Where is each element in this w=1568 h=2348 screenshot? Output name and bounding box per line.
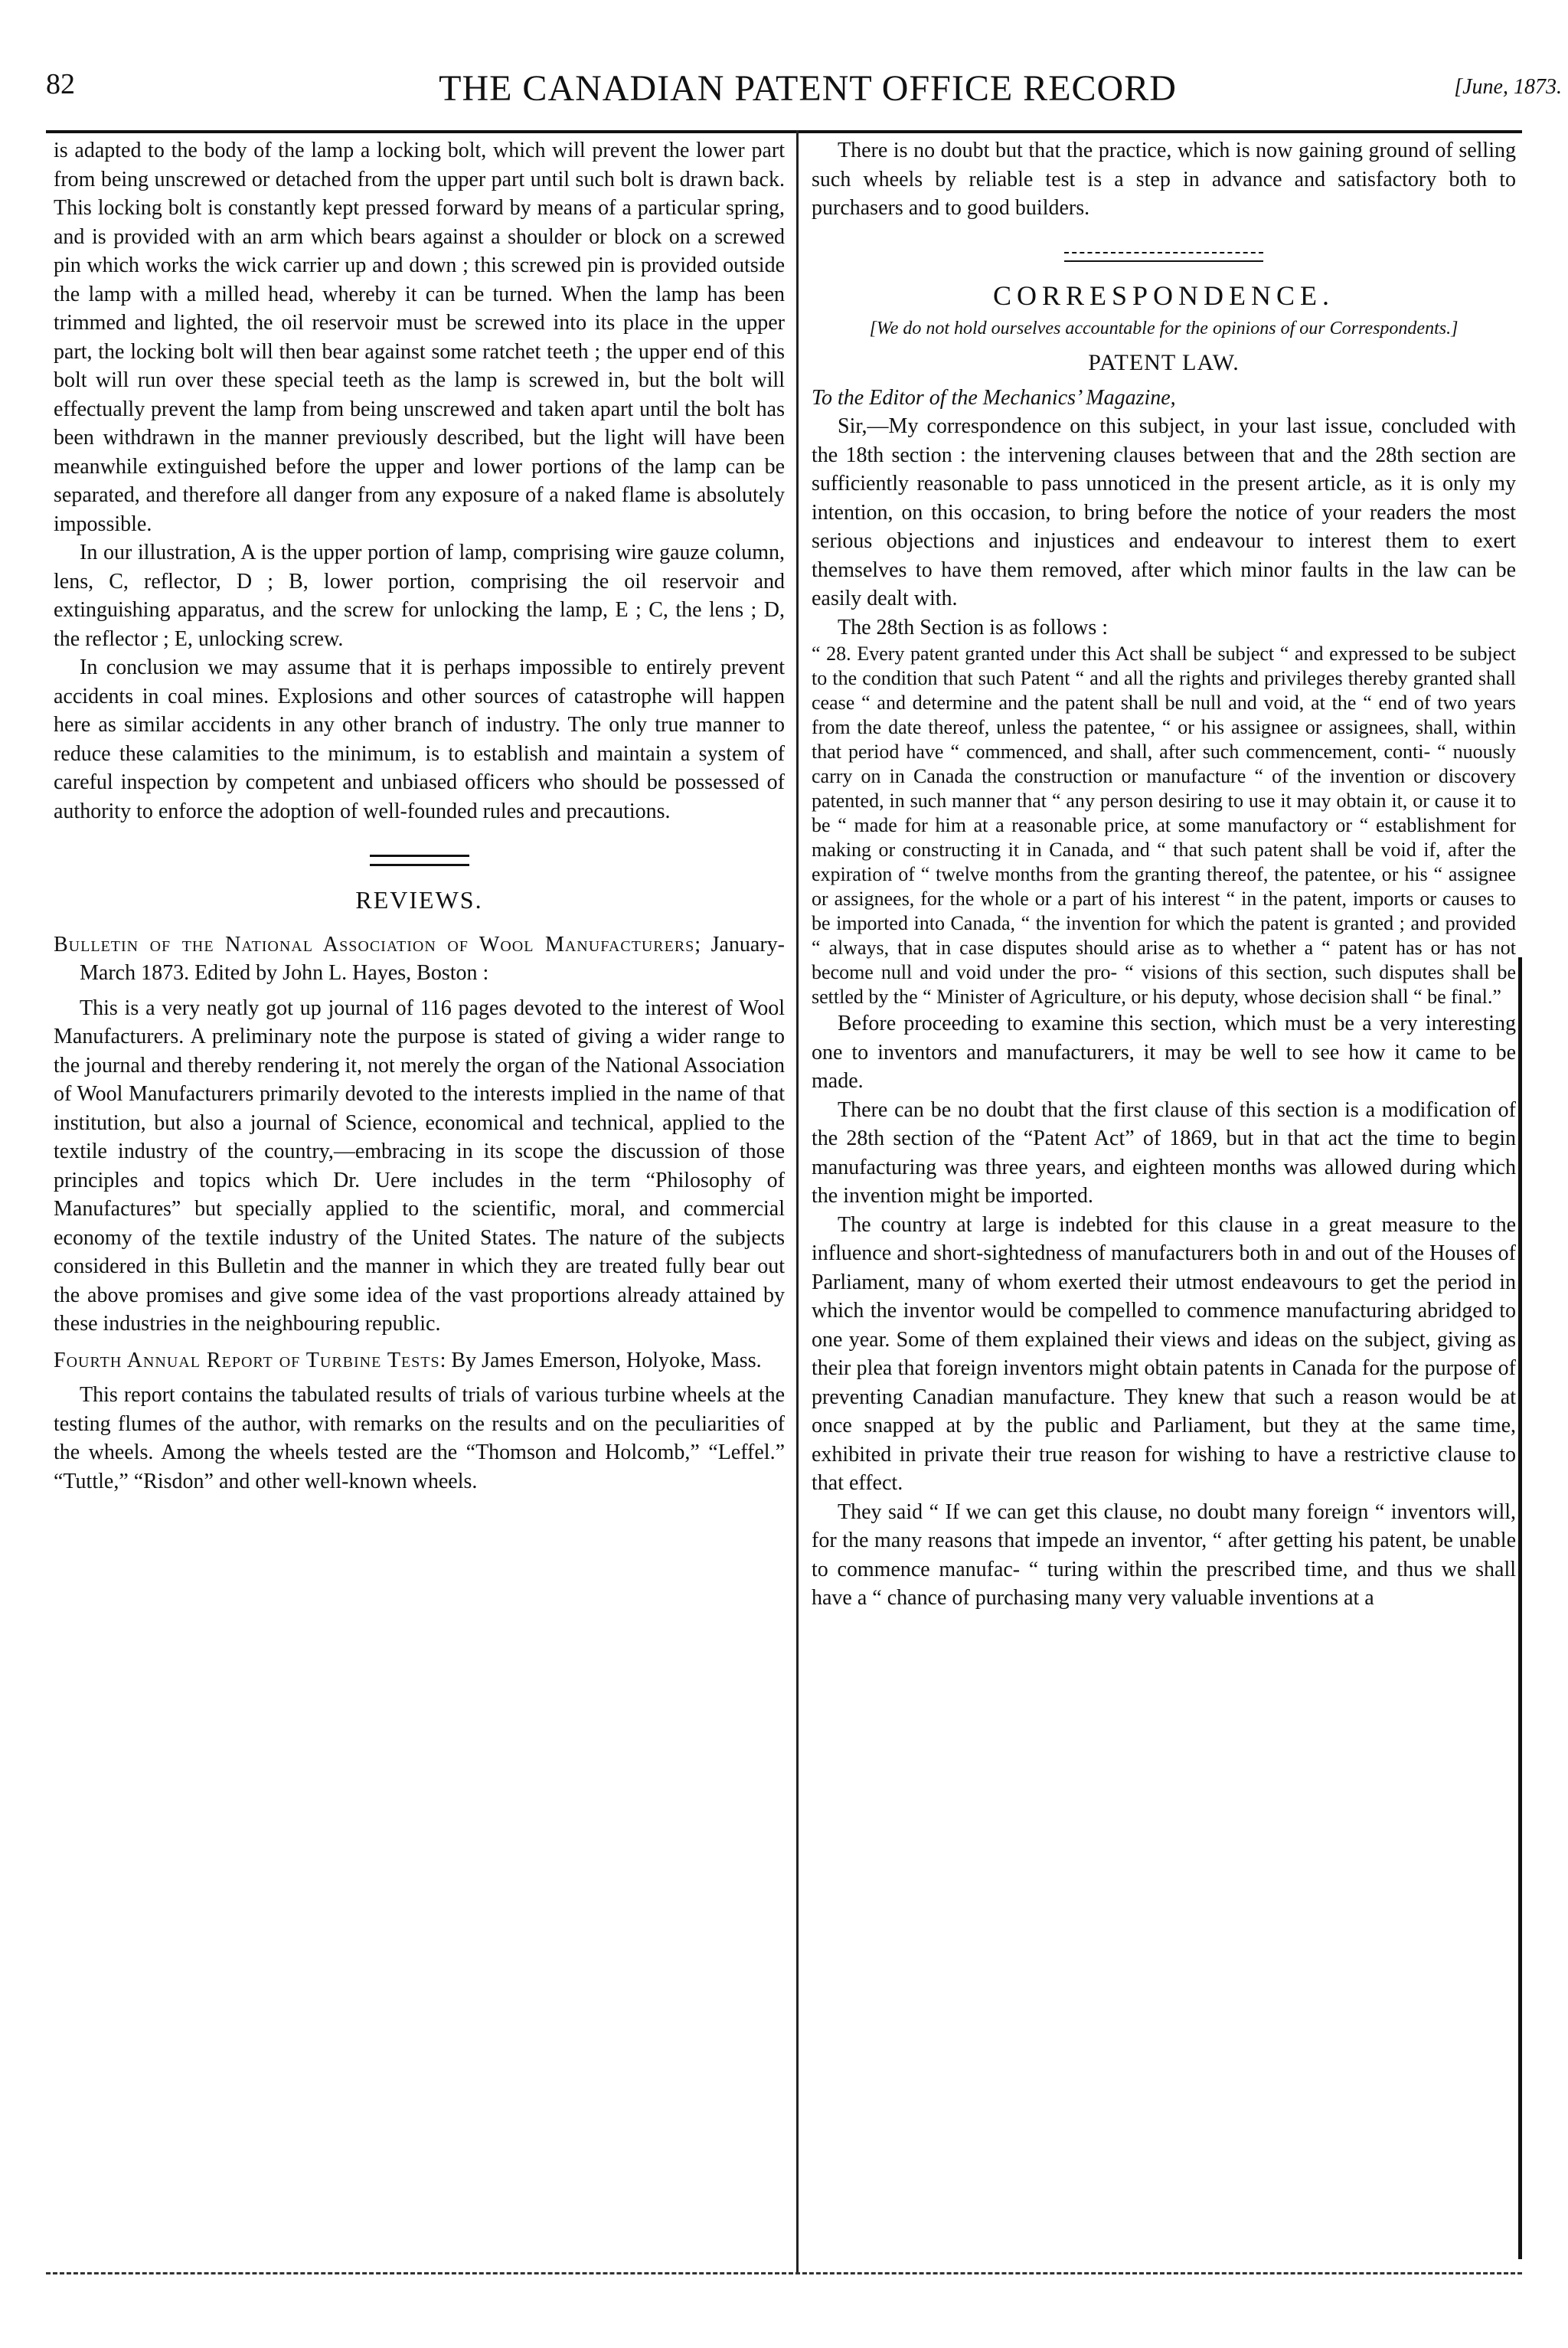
journal-title: THE CANADIAN PATENT OFFICE RECORD <box>439 68 1177 109</box>
left-column <box>54 136 785 1496</box>
review1-details: ; January-March 1873. Edited by John L. Hayes, Boston : <box>80 932 785 985</box>
correspondence-heading: CORRESPONDENCE. <box>992 280 1335 311</box>
review2-heading <box>54 1346 785 1375</box>
section-separator <box>370 855 469 866</box>
right-column <box>812 136 1516 1613</box>
conclusion-paragraph: In conclusion we may assume that it is perhaps impossible to entirely prevent accidents in coal mines. Explosions and other sources of catastrophe will happen here as similar accidents in any other branch of industry. The only true manner to reduce these calamities to the minimum, is to establish and maintain a system of careful inspection by competent and unbiased officers who should be possessed of authority to enforce the adoption of well-founded rules and precautions. <box>54 656 785 823</box>
letter-paragraph-3: There can be no doubt that the first clause of this section is a modification of the 28th section of the “Patent Act” of 1869, but in that act the time to begin manufacturing was three years, and eighteen months was allowed during which the invention might be imported. <box>812 1097 1516 1208</box>
patent-law-heading: PATENT LAW. <box>1088 350 1240 375</box>
top-rule <box>46 130 1522 133</box>
review1-title: Bulletin of the National Association of Wool Manufacturers <box>54 932 695 957</box>
section-28-text: “ 28. Every patent granted under this Act shall be subject “ and expressed to be subject to the condition that such Patent “ and all the rights and privileges thereby granted shall cease “ and determine and the patent shall be null and void, at the “ end of two years from the date thereof, unless the patentee, “ or his assignee or assignees, shall, within that period have “ commenced, and shall, after such commencement, conti- “ nuously carry on in Canada the construction or manufacture “ of the invention or discovery patented, in such manner that “ any person desiring to use it may obtain it, or cause it to be “ made for him at a reasonable price, at some manufactory or “ establishment for making or constructing it in Canada, and “ that such patent shall be void if, after the expiration of “ twelve months from the granting thereof, the patentee, or his “ assignee or assignees, for the whole or a part of his interest “ in the patent, imports or causes to be imported into Canada, “ the invention for which the patent is granted ; and provided “ always, that in case disputes should arise as to whether a “ patent has or has not become null and void under the pro- “ visions of this section, such disputes shall be settled by the “ Minister of Agriculture, or his deputy, whose decision shall “ be final.” <box>812 643 1516 1008</box>
review1-body: This is a very neatly got up journal of 116 pages devoted to the interest of Wool Manufacturers. A preliminary note the purpose is stated of giving a wider range to the journal and thereby rendering it, not merely the organ of the National Association of Wool Manufacturers primarily devoted to the interests implied in the name of that institution, but also a journal of Science, economical and technical, applied to the textile industry of the country,—embracing in its scope the discussion of those principles and topics which Dr. Uere includes in the term “Philosophy of Manufactures” but specially applied to the scientific, moral, and commercial economy of the textile industry of the United States. The nature of the subjects considered in this Bulletin and the manner in which they are treated fully bear out the above promises and give some idea of the vast proportions already attained by these industries in the neighbouring republic. <box>54 996 785 1336</box>
section-28-quote <box>812 642 1516 1009</box>
review2-details: : By James Emerson, Holyoke, Mass. <box>439 1348 762 1372</box>
right-edge-bar <box>1518 957 1522 2259</box>
section-separator-2 <box>1064 252 1263 262</box>
lamp-paragraph: is adapted to the body of the lamp a locking bolt, which will prevent the lower part from being unscrewed or detached from the upper part until such bolt is drawn back. This locking bolt is constantly kept pressed forward by means of a particular spring, and is provided with an arm which bears against a shoulder or block on a screwed pin which works the wick carrier up and down ; this screwed pin is provided outside the lamp with a milled head, whereby it can be turned. When the lamp has been trimmed and lighted, the oil reservoir must be screwed into its place in the upper part, the locking bolt will then bear against some ratchet teeth ; the upper end of this bolt will run over these special teeth as the lamp is screwed in, but the bolt will effectually prevent the lamp from being unscrewed and taken apart until the bolt has been withdrawn in the manner previously described, but the light will have been meanwhile extinguished before the upper and lower portions of the lamp can be separated, and therefore all danger from any exposure of a naked flame is absolutely impossible. <box>54 139 785 536</box>
review1-heading <box>54 930 785 988</box>
review2-body: This report contains the tabulated results of trials of various turbine wheels at the testing flumes of the author, with remarks on the results and on the peculiarities of the wheels. Among the wheels tested are the “Thomson and Holcomb,” “Leffel.” “Tuttle,” “Risdon” and other well-known wheels. <box>54 1383 785 1493</box>
illustration-paragraph: In our illustration, A is the upper portion of lamp, comprising wire gauze column, lens, C, reflector, D ; B, lower portion, comprising the oil reservoir and extinguishing apparatus, and the screw for unlocking the lamp, E ; C, the lens ; D, the reflector ; E, unlocking screw. <box>54 541 785 651</box>
letter-paragraph-5: They said “ If we can get this clause, no doubt many foreign “ inventors will, for the many reasons that impede an inventor, “ after getting his patent, be unable to commence manufac- “ turing within the prescribed time, and thus we shall have a “ chance of purchasing many very valuable inventions at a <box>812 1499 1516 1610</box>
page-number: 82 <box>46 68 75 100</box>
letter-paragraph-4: The country at large is indebted for this clause in a great measure to the influence and short-sightedness of manufacturers both in and out of the Houses of Parliament, many of whom exerted their utmost endeavours to get the period in which the inventor would be compelled to commence manufacturing abridged to one year. Some of them explained their views and ideas on the subject, giving as their plea that foreign inventors might obtain patents in Canada for the purpose of preventing Canadian manufacture. They knew that such a reason would be at once snapped at by the public and Parliament, but they at the same time, exhibited in private their true reason for wishing to have a restrictive clause to that effect. <box>812 1212 1516 1495</box>
editor-note: [We do not hold ourselves accountable for the opinions of our Correspondents.] <box>869 319 1459 338</box>
letter-paragraph-2: Before proceeding to examine this section, which must be a very interesting one to inventors and manufacturers, it may be well to see how it came to be made. <box>812 1012 1516 1093</box>
review2-title: Fourth Annual Report of Turbine Tests <box>54 1348 440 1372</box>
issue-date: [June, 1873. <box>1454 75 1562 99</box>
page-header <box>46 67 1568 121</box>
page-body <box>46 130 1522 2274</box>
column-divider <box>796 130 799 2274</box>
bottom-rule <box>46 2272 1522 2274</box>
letter-paragraph-1: Sir,—My correspondence on this subject, in your last issue, concluded with the 18th section : the intervening clauses between that and the 28th section are sufficiently reasonable to pass unnoticed in the present article, as it is only my intention, on this occasion, to bring before the notice of your readers the most serious objections and injustices and endeavour to interest them to exert themselves to have them removed, after which minor faults in the law can be easily dealt with. <box>812 414 1516 610</box>
reviews-heading: REVIEWS. <box>355 886 483 914</box>
wheels-paragraph: There is no doubt but that the practice, which is now gaining ground of selling such wheels by reliable test is a step in advance and satisfactory both to purchasers and to good builders. <box>812 139 1516 220</box>
salutation: To the Editor of the Mechanics’ Magazine, <box>812 385 1176 410</box>
section-intro: The 28th Section is as follows : <box>838 615 1109 639</box>
